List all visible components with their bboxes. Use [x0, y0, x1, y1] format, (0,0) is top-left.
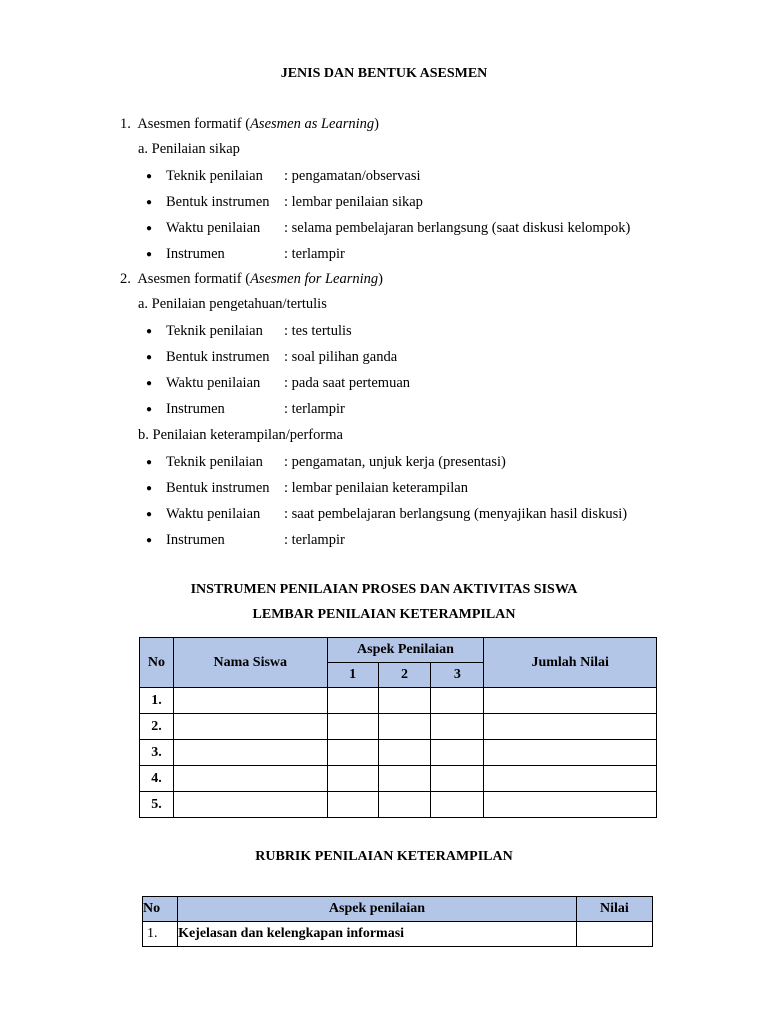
bullet-icon: ● — [146, 509, 153, 520]
row-number: 2. — [140, 714, 174, 740]
section-1-italic: Asesmen as Learning — [250, 116, 375, 132]
column-header-aspek-penilaian: Aspek Penilaian — [327, 638, 484, 663]
list-item-label: Teknik penilaian — [166, 454, 263, 470]
table-cell[interactable] — [378, 792, 431, 818]
bullet-icon: ● — [146, 457, 153, 468]
table-cell[interactable] — [484, 714, 657, 740]
list-item-value: : pada saat pertemuan — [284, 375, 411, 391]
list-item-value: : saat pembelajaran berlangsung (menyajikan hasil diskusi) — [284, 506, 628, 522]
table-cell[interactable] — [378, 714, 431, 740]
list-item-value: : tes tertulis — [284, 323, 352, 339]
table-cell[interactable] — [484, 688, 657, 714]
list-item-value: : selama pembelajaran berlangsung (saat diskusi kelompok) — [284, 220, 631, 236]
bullet-icon: ● — [146, 483, 153, 494]
rubric-heading: RUBRIK PENILAIAN KETERAMPILAN — [255, 849, 513, 864]
table-cell[interactable] — [431, 766, 484, 792]
section-1-text: Asesmen formatif ( — [137, 116, 251, 132]
document-title: JENIS DAN BENTUK ASESMEN — [280, 66, 488, 81]
section-2-text: Asesmen formatif ( — [137, 271, 251, 287]
table-cell[interactable] — [173, 792, 327, 818]
table-cell[interactable] — [173, 714, 327, 740]
column-header-nama-siswa: Nama Siswa — [173, 638, 327, 688]
rubric-aspect: Kejelasan dan kelengkapan informasi — [178, 922, 577, 947]
column-header-aspek-1: 1 — [327, 663, 378, 688]
rubric-table — [142, 896, 653, 947]
section-1-close: ) — [374, 116, 379, 132]
list-item-label: Instrumen — [166, 401, 225, 417]
column-header-nilai: Nilai — [576, 897, 652, 922]
list-item-label: Bentuk instrumen — [166, 480, 270, 496]
section-2-number: 2. — [120, 271, 131, 287]
list-item-label: Teknik penilaian — [166, 168, 263, 184]
table-cell[interactable] — [576, 922, 652, 947]
bullet-icon: ● — [146, 326, 153, 337]
list-item-label: Instrumen — [166, 532, 225, 548]
section-2-close: ) — [378, 271, 384, 287]
row-number: 3. — [140, 740, 174, 766]
table-row — [143, 922, 653, 947]
bullet-icon: ● — [146, 404, 153, 415]
bullet-icon: ● — [146, 197, 153, 208]
column-header-aspek-3: 3 — [431, 663, 484, 688]
table-cell[interactable] — [378, 688, 431, 714]
skills-assessment-table — [139, 637, 657, 818]
table-row — [140, 792, 657, 818]
list-item-value: : pengamatan/observasi — [284, 168, 421, 184]
table-cell[interactable] — [327, 766, 378, 792]
column-header-aspek-2: 2 — [378, 663, 431, 688]
table-cell[interactable] — [378, 740, 431, 766]
column-header-aspek-penilaian: Aspek penilaian — [178, 897, 577, 922]
list-item-value: : pengamatan, unjuk kerja (presentasi) — [284, 454, 506, 470]
column-header-no: No — [140, 638, 174, 688]
list-item-label: Waktu penilaian — [166, 220, 261, 236]
table-cell[interactable] — [327, 714, 378, 740]
table-cell[interactable] — [327, 740, 378, 766]
list-item-label: Bentuk instrumen — [166, 349, 270, 365]
section-1a-label: a. Penilaian sikap — [138, 141, 240, 157]
table-cell[interactable] — [484, 740, 657, 766]
table-cell[interactable] — [173, 688, 327, 714]
skills-sheet-heading: LEMBAR PENILAIAN KETERAMPILAN — [252, 607, 516, 622]
section-1-number: 1. — [120, 116, 131, 132]
list-item-label: Instrumen — [166, 246, 225, 262]
list-item-label: Bentuk instrumen — [166, 194, 270, 210]
table-cell[interactable] — [484, 766, 657, 792]
list-item-value: : terlampir — [284, 401, 345, 417]
table-row — [140, 766, 657, 792]
list-item-label: Waktu penilaian — [166, 506, 261, 522]
table-cell[interactable] — [431, 688, 484, 714]
list-item-value: : lembar penilaian keterampilan — [284, 480, 468, 496]
column-header-no: No — [143, 897, 178, 922]
list-item-label: Waktu penilaian — [166, 375, 261, 391]
table-cell[interactable] — [327, 688, 378, 714]
column-header-jumlah-nilai: Jumlah Nilai — [484, 638, 657, 688]
instrument-heading: INSTRUMEN PENILAIAN PROSES DAN AKTIVITAS SISWA — [190, 582, 578, 597]
table-row — [140, 688, 657, 714]
row-number: 1. — [140, 688, 174, 714]
table-cell[interactable] — [484, 792, 657, 818]
section-2a-label: a. Penilaian pengetahuan/tertulis — [138, 296, 327, 312]
table-cell[interactable] — [431, 740, 484, 766]
row-number: 5. — [140, 792, 174, 818]
row-number: 4. — [140, 766, 174, 792]
table-cell[interactable] — [173, 766, 327, 792]
table-row — [140, 740, 657, 766]
table-row — [140, 714, 657, 740]
table-cell[interactable] — [431, 714, 484, 740]
table-cell[interactable] — [327, 792, 378, 818]
bullet-icon: ● — [146, 249, 153, 260]
bullet-icon: ● — [146, 535, 153, 546]
section-2-heading — [120, 271, 383, 288]
row-number: 1. — [143, 922, 178, 947]
bullet-icon: ● — [146, 171, 153, 182]
bullet-icon: ● — [146, 378, 153, 389]
table-cell[interactable] — [173, 740, 327, 766]
list-item-value: : terlampir — [284, 532, 345, 548]
bullet-icon: ● — [146, 223, 153, 234]
section-1-heading — [120, 116, 379, 133]
section-2b-label: b. Penilaian keterampilan/performa — [138, 427, 343, 443]
list-item-value: : lembar penilaian sikap — [284, 194, 423, 210]
list-item-value: : terlampir — [284, 246, 345, 262]
table-cell[interactable] — [431, 792, 484, 818]
table-cell[interactable] — [378, 766, 431, 792]
bullet-icon: ● — [146, 352, 153, 363]
list-item-value: : soal pilihan ganda — [284, 349, 398, 365]
section-2-italic: Asesmen for Learning — [250, 271, 379, 287]
list-item-label: Teknik penilaian — [166, 323, 263, 339]
